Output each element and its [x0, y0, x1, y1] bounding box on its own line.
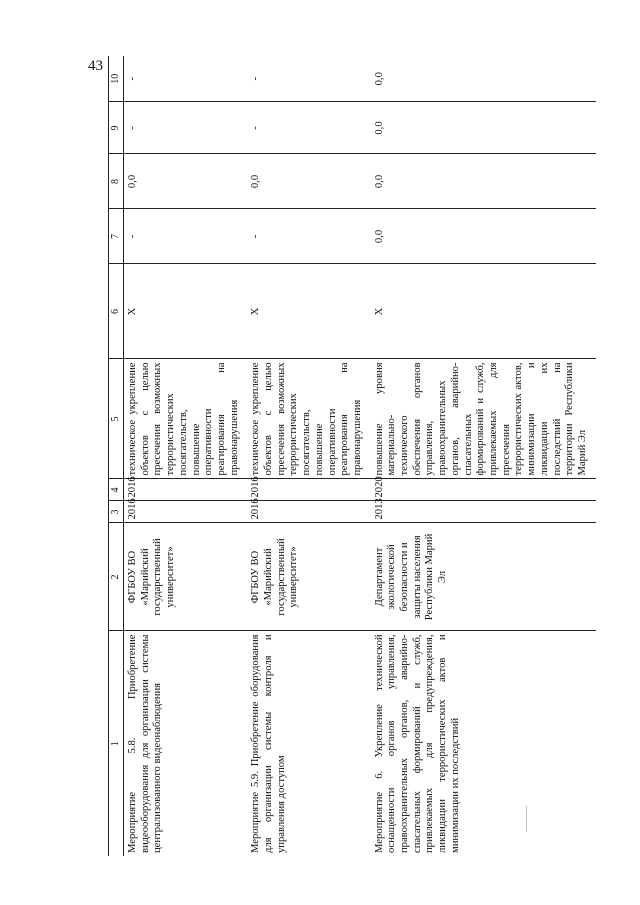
col9-cell: 0,0	[371, 102, 596, 154]
col7-cell: -	[247, 209, 370, 264]
result-cell: повышение уровня материально-технического обеспечения органов управления, правоохранительных органов, аварийно-спасательных формирований и служб, привлекаемых для пресечения террористических актов, минимизации и ликвидации их последствий на территории Республики Марий Эл	[371, 359, 596, 479]
start-year-cell: 2016	[124, 501, 248, 523]
measure-cell: Мероприятие 5.8. Приобретение видеооборудования для организации системы централизованного видеонаблюдения	[127, 634, 164, 853]
measure-cell: Мероприятие 5.9. Приобретение оборудования для организации системы контроля и управления доступом	[250, 634, 287, 853]
col10-cell: -	[247, 56, 370, 102]
col10-cell: 0,0	[371, 56, 596, 102]
page-number: 43	[88, 58, 103, 74]
result-cell: техническое укрепление объектов с целью пресечения возможных террористических посягательств, повышение оперативности реагирования на правонарушения	[247, 359, 370, 479]
executor-cell: ФГБОУ ВО «Марийский государственный университет»	[247, 523, 370, 631]
end-year-cell: 2020	[371, 479, 596, 501]
col8-cell: 0,0	[371, 154, 596, 209]
measure-cell: Мероприятие 6. Укрепление технической оснащенности органов управления, правоохранительных органов, аварийно-спасательных формирований и служб, привлекаемых для предупреждения, ликвидации террористических актов и минимизации их последствий	[373, 634, 461, 853]
end-year-cell: 2016	[247, 479, 370, 501]
table-row	[247, 56, 370, 856]
col-header-6: 6	[109, 264, 124, 359]
col9-cell: -	[124, 102, 248, 154]
col7-cell: 0,0	[371, 209, 596, 264]
col-header-3: 3	[109, 501, 124, 523]
col-header-9: 9	[109, 102, 124, 154]
table-row	[124, 56, 248, 856]
col7-cell: -	[124, 209, 248, 264]
col9-cell: -	[247, 102, 370, 154]
col6-cell: X	[247, 264, 370, 359]
col-header-1: 1	[109, 631, 124, 856]
scan-artifact-mark	[526, 806, 527, 832]
rotated-table-wrapper	[108, 56, 588, 856]
col10-cell: -	[124, 56, 248, 102]
start-year-cell: 2016	[247, 501, 370, 523]
col-header-2: 2	[109, 523, 124, 631]
measures-table	[108, 56, 596, 856]
column-number-header	[109, 56, 124, 856]
col8-cell: 0,0	[247, 154, 370, 209]
col6-cell: X	[124, 264, 248, 359]
executor-cell: ФГБОУ ВО «Марийский государственный университет»	[124, 523, 248, 631]
col-header-5: 5	[109, 359, 124, 479]
col-header-7: 7	[109, 209, 124, 264]
result-cell: техническое укрепление объектов с целью пресечения возможных террористических посягательств, повышение оперативности реагирования на правонарушения	[124, 359, 248, 479]
end-year-cell: 2016	[124, 479, 248, 501]
col-header-10: 10	[109, 56, 124, 102]
executor-cell: Департамент экологической безопасности и защиты населения Республики Марий Эл	[371, 523, 596, 631]
col-header-8: 8	[109, 154, 124, 209]
col8-cell: 0,0	[124, 154, 248, 209]
start-year-cell: 2013	[371, 501, 596, 523]
col-header-4: 4	[109, 479, 124, 501]
col6-cell: X	[371, 264, 596, 359]
table-row	[371, 56, 596, 856]
